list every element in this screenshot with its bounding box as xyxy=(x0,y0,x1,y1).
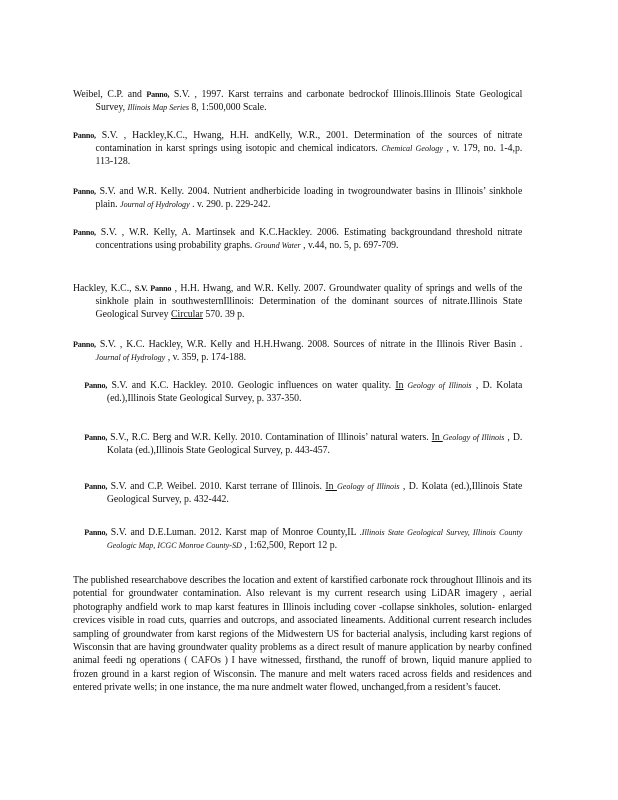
reference-entry xyxy=(73,526,522,552)
ref-source: Journal of Hydrology xyxy=(119,199,190,210)
ref-body: , H.H. Hwang, and W.R. Kelly. 2007. Groundwater quality of springs and wells of the sinkhole plain in southwesternIllinois: Determination of the dominant sources of nitrate.Illinois State Geological Survey xyxy=(95,283,523,321)
ref-tail: , v. 179, no. 1-4,p. 113-128. xyxy=(95,143,523,168)
ref-body: S.V. and K.C. Hackley. 2010. Geologic influences on water quality. xyxy=(107,380,396,391)
ref-author: Panno, xyxy=(84,527,108,537)
ref-source: Geology of Illinois xyxy=(336,481,400,491)
ref-in: In xyxy=(431,432,443,443)
ref-author: Panno, xyxy=(84,432,108,442)
reference-entry xyxy=(73,129,522,169)
reference-entry xyxy=(73,431,522,457)
ref-body: S.V. and C.P. Weibel. 2010. Karst terrane of Illinois. xyxy=(107,481,326,492)
ref-prefix: Hackley, K.C., xyxy=(73,283,135,294)
research-paragraph: The published researchabove describes the location and extent of karstified carbonate rock throughout Illinois and its potential for groundwater contamination. Also relevant is my current research using LiDAR imagery , aerial photography andfield work to map karst features in Illinois including cover -collapse sinkholes, solution- enlarged crevices visible in road cuts, quarries and outcrops, and associated lineaments. Additional current research includes sampling of groundwater from karst regions of the Midwestern US for bacterial analysis, including karst regions of Wisconsin that are having groundwater quality problems as a direct result of manure application by nearby confined animal feedi ng operations ( CAFOs ) I have witnessed, firsthand, the runoff of brown, liquid manure applied to frozen ground in a karst region of Wisconsin. The manure and melt waters raced across fields and residences and entered private wells; in one instance, the ma nure andmelt water flowed, unchanged,from a resident’s faucet. xyxy=(73,575,532,694)
ref-author: Panno, xyxy=(84,481,108,491)
ref-author: Panno, xyxy=(73,186,96,196)
ref-tail: , 1:62,500, Report 12 p. xyxy=(241,540,338,552)
ref-tail: , D. Kolata (ed.),Illinois State Geological Survey, p. 432-442. xyxy=(106,481,523,506)
ref-tail: , D. Kolata (ed.),Illinois State Geological Survey, p. 337-350. xyxy=(106,380,523,405)
ref-author: Panno, xyxy=(73,339,96,349)
reference-entry xyxy=(73,379,522,405)
reference-entry xyxy=(73,226,522,252)
reference-entry xyxy=(73,282,522,322)
ref-source: Geology of Illinois xyxy=(403,380,472,390)
ref-body: S.V. , 1997. Karst terrains and carbonate bedrockof Illinois.Illinois State Geological Survey, xyxy=(95,89,523,114)
ref-author: Panno, xyxy=(146,89,170,99)
ref-source: Chemical Geology xyxy=(381,143,443,154)
ref-in: In xyxy=(325,481,337,492)
ref-tail: , D. Kolata (ed.),Illinois State Geological Survey, p. 443-457. xyxy=(106,432,523,457)
ref-in: In xyxy=(395,380,404,391)
ref-author: Panno, xyxy=(84,380,108,390)
reference-entry xyxy=(73,185,522,211)
ref-tail: , v. 359, p. 174-188. xyxy=(165,352,247,364)
ref-tail: . v. 290. p. 229-242. xyxy=(189,199,271,211)
ref-body: S.V. , Hackley,K.C., Hwang, H.H. andKelly, W.R., 2001. Determination of the sources of nitrate contamination in karst springs using isotopic and chemical indicators. xyxy=(95,130,523,155)
ref-tail: 570. 39 p. xyxy=(202,309,245,321)
ref-series: Circular xyxy=(170,309,203,321)
reference-entry xyxy=(73,88,522,114)
ref-source: Illinois Map Series xyxy=(127,102,189,113)
ref-author: Panno, xyxy=(73,130,96,140)
ref-body: S.V. , K.C. Hackley, W.R. Kelly and H.H.Hwang. 2008. Sources of nitrate in the Illinois River Basin . xyxy=(95,339,523,350)
ref-tail: 8, 1:500,000 Scale. xyxy=(188,102,267,114)
ref-body: S.V., R.C. Berg and W.R. Kelly. 2010. Contamination of Illinois’ natural waters. xyxy=(107,432,432,443)
ref-source: Ground Water xyxy=(254,240,301,251)
reference-entry xyxy=(73,338,522,364)
ref-source: .Illinois State Geological Survey, Illinois County Geologic Map, ICGC Monroe County-SD xyxy=(106,527,523,551)
ref-author: Panno, xyxy=(73,227,96,237)
ref-tail: , v.44, no. 5, p. 697-709. xyxy=(300,240,399,252)
reference-entry xyxy=(73,480,522,506)
ref-prefix: Weibel, C.P. and xyxy=(73,89,147,100)
ref-source: Journal of Hydrology xyxy=(95,352,166,363)
ref-source: Geology of Illinois xyxy=(442,432,505,442)
ref-body: S.V. , W.R. Kelly, A. Martinsek and K.C.Hackley. 2006. Estimating backgroundand threshold nitrate concentrations using probability graphs. xyxy=(95,227,523,252)
ref-body: S.V. and D.E.Luman. 2012. Karst map of Monroe County,IL xyxy=(107,527,360,538)
ref-body: S.V. and W.R. Kelly. 2004. Nutrient andherbicide loading in twogroundwater basins in Illinois’ sinkhole plain. xyxy=(95,186,523,211)
ref-author: S.V. Panno xyxy=(134,283,172,293)
